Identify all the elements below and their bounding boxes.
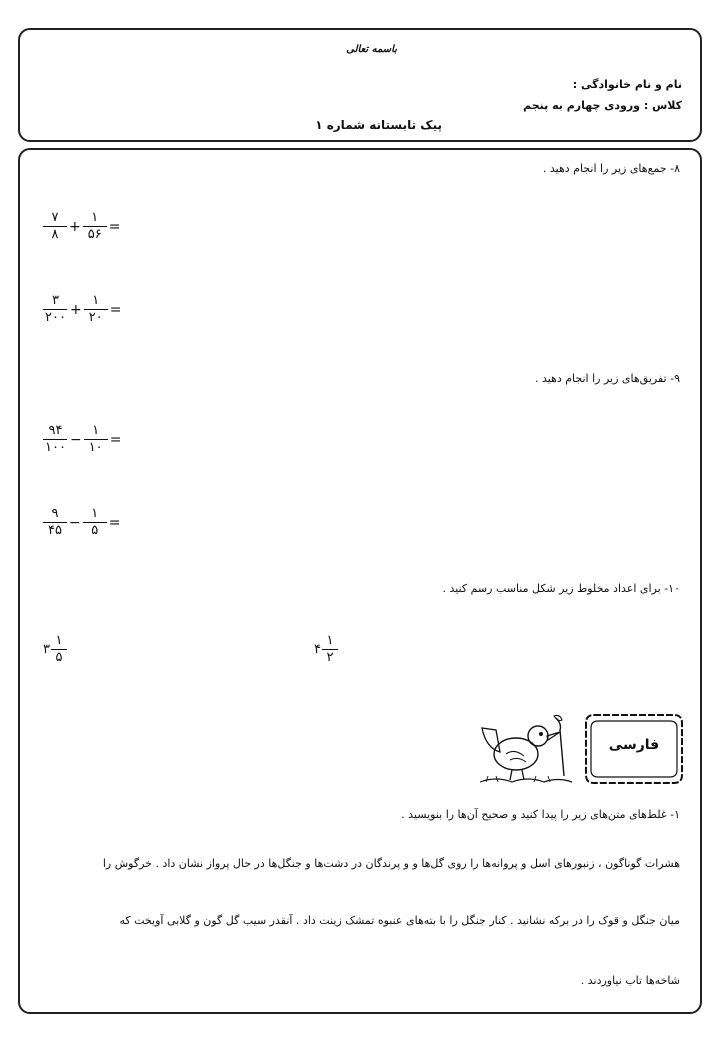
- fraction-denominator: ۸: [51, 227, 59, 242]
- fraction-denominator: ۱۰: [88, 440, 103, 455]
- fraction-numerator: ۹: [43, 507, 67, 523]
- fraction-numerator: ۱: [84, 424, 108, 440]
- question-9-text: ۹- تفریق‌های زیر را انجام دهید .: [534, 372, 680, 385]
- fraction-denominator: ۴۵: [48, 523, 62, 538]
- fraction-numerator: ۱: [83, 211, 107, 227]
- equals-sign: =: [109, 301, 122, 318]
- farsi-section-label: فارسی: [608, 737, 660, 753]
- mixed-number-1: [43, 634, 67, 665]
- paragraph-line: هشرات گوناگون ، زنبورهای اسل و پروانه‌ها را روی گل‌ها و و پرندگان در دشت‌ها و جنگل‌ها در حال پرواز نشان داد . خرگوش را: [102, 857, 680, 870]
- fraction-numerator: ۳: [43, 294, 67, 310]
- q8-expression-2: [43, 294, 123, 325]
- equals-sign: =: [109, 431, 122, 448]
- operator: +: [69, 301, 82, 318]
- mixed-whole: ۳: [43, 642, 50, 657]
- fraction-denominator: ۵: [55, 650, 63, 665]
- fraction-numerator: ۹۴: [43, 424, 67, 440]
- question-8-text: ۸- جمع‌های زیر را انجام دهید .: [542, 162, 680, 175]
- fraction-numerator: ۱: [322, 634, 338, 650]
- fraction-denominator: ۲۰۰: [45, 310, 66, 325]
- name-label: نام و نام خانوادگی :: [572, 78, 682, 91]
- q9-expression-1: [43, 424, 123, 455]
- fraction-denominator: ۲۰: [88, 310, 103, 325]
- q8-expression-1: [43, 211, 122, 242]
- fraction-numerator: ۱: [51, 634, 67, 650]
- paragraph-line: میان جنگل و قوک را در برکه نشانید . کنار جنگل را با بته‌های عنبوه تمشک زینت داد . آنقدر سیب گل گون و گلابی آویخت که: [119, 914, 680, 927]
- farsi-question-1-text: ۱- غلط‌های متن‌های زیر را پیدا کنید و صحیح آن‌ها را بنویسید .: [401, 808, 680, 821]
- fraction-numerator: ۱: [84, 294, 108, 310]
- mixed-whole: ۴: [314, 642, 321, 657]
- mixed-number-2: [314, 634, 338, 665]
- fraction-denominator: ۵: [91, 523, 99, 538]
- fraction-denominator: ۱۰۰: [45, 440, 66, 455]
- operator: +: [69, 218, 81, 235]
- fraction-denominator: ۵۶: [87, 227, 102, 242]
- q9-expression-2: [43, 507, 122, 538]
- equals-sign: =: [108, 218, 121, 235]
- operator: −: [69, 514, 81, 531]
- class-label: کلاس : ورودی چهارم به پنجم: [523, 99, 682, 112]
- page-title: پیک تابستانه شماره ۱: [315, 118, 442, 132]
- operator: −: [69, 431, 82, 448]
- fraction-denominator: ۲: [326, 650, 334, 665]
- fraction-numerator: ۷: [43, 211, 67, 227]
- basmala: باسمه تعالی: [346, 44, 397, 55]
- equals-sign: =: [108, 514, 121, 531]
- fraction-numerator: ۱: [83, 507, 107, 523]
- paragraph-line: شاخه‌ها تاب نیاوردند .: [580, 974, 680, 987]
- question-10-text: ۱۰- برای اعداد مخلوط زیر شکل مناسب رسم کنید .: [442, 582, 680, 595]
- bird-illustration-icon: [476, 714, 576, 786]
- main-box: [18, 148, 702, 1014]
